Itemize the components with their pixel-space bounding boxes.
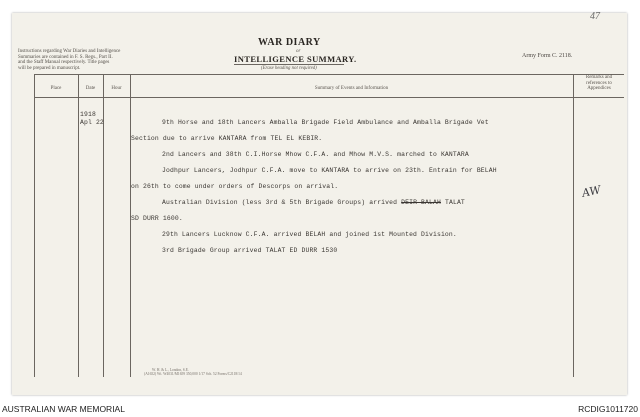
instructions-block — [18, 49, 120, 71]
entry-line-text: Australian Division (less 3rd & 5th Brigade Groups) arrived — [162, 199, 398, 206]
entry-line: 9th Horse and 18th Lancers Amballa Brigade Field Ambulance and Amballa Brigade Vet — [162, 119, 489, 126]
entry-line: 2nd Lancers and 38th C.I.Horse Mhow C.F.A. and Mhow M.V.S. marched to KANTARA — [162, 151, 469, 158]
footer-bar — [0, 399, 640, 417]
column-rule — [78, 74, 79, 377]
instruction-line: Summaries are contained in F. S. Regs., Part II. — [18, 54, 113, 60]
entry-line: Jodhpur Lancers, Jodhpur C.F.A. move to KANTARA to arrive on 23th. Entrain for BELAH — [162, 167, 497, 174]
imprint-line: W. H. & L., London, S.E. — [152, 368, 189, 372]
column-header-date: Date — [85, 86, 96, 91]
instruction-line: Instructions regarding War Diaries and Intelligence — [18, 49, 121, 54]
entry-line: 29th Lancers Lucknow C.F.A. arrived BELAH and joined 1st Mounted Division. — [162, 231, 457, 238]
column-header-hour: Hour — [111, 86, 122, 91]
title-conjunction: or — [296, 49, 301, 54]
summary-title: INTELLIGENCE SUMMARY. — [234, 54, 357, 64]
entry-date: Apl 22 — [80, 119, 104, 126]
footer-institution: AUSTRALIAN WAR MEMORIAL — [2, 404, 125, 414]
instruction-line: will be prepared in manuscript. — [18, 65, 81, 71]
printer-imprint — [144, 368, 242, 377]
column-header-place: Place — [50, 86, 62, 91]
entry-line: SD DURR 1600. — [131, 215, 183, 222]
remarks-header-line: Remarks and — [585, 75, 613, 80]
imprint-line: (A1652) Wt. W4031/M1659 350,000 1/17 Sch. 52 Forms/C2118/14 — [144, 372, 242, 377]
column-header-summary: Summary of Events and Information — [314, 86, 389, 91]
war-diary-sheet — [12, 13, 627, 395]
remarks-header-line: references to — [586, 80, 612, 86]
entry-line: Section due to arrive KANTARA from TEL EL KEBIR. — [131, 135, 323, 142]
remarks-header-line: Appendices — [587, 86, 611, 91]
entry-line-tail: TALAT — [444, 199, 465, 206]
column-rule — [573, 74, 574, 377]
margin-initials: AW — [580, 183, 602, 200]
entry-line: on 26th to come under orders of Descorps on arrival. — [131, 183, 339, 190]
form-title: WAR DIARY — [258, 37, 321, 48]
entry-line-with-correction — [162, 199, 465, 206]
table-top-rule — [34, 74, 624, 75]
erase-note: (Erase heading not required) — [261, 66, 317, 71]
entry-line: 3rd Brigade Group arrived TALAT ED DURR 1530 — [162, 247, 338, 254]
column-rule — [130, 74, 131, 377]
page-number: 47 — [590, 11, 600, 22]
column-header-remarks — [574, 75, 624, 92]
army-form-label: Army Form C. 2118. — [522, 53, 573, 59]
column-rule — [34, 74, 35, 377]
entry-year: 1918 — [80, 111, 96, 118]
instruction-line: and the Staff Manual respectively. Title pages — [18, 60, 110, 65]
footer-record-id: RCDIG1011720 — [578, 404, 638, 414]
table-header-rule — [34, 97, 624, 98]
struck-text: DEIR-BALAH — [401, 199, 441, 206]
title-underline — [234, 64, 344, 65]
